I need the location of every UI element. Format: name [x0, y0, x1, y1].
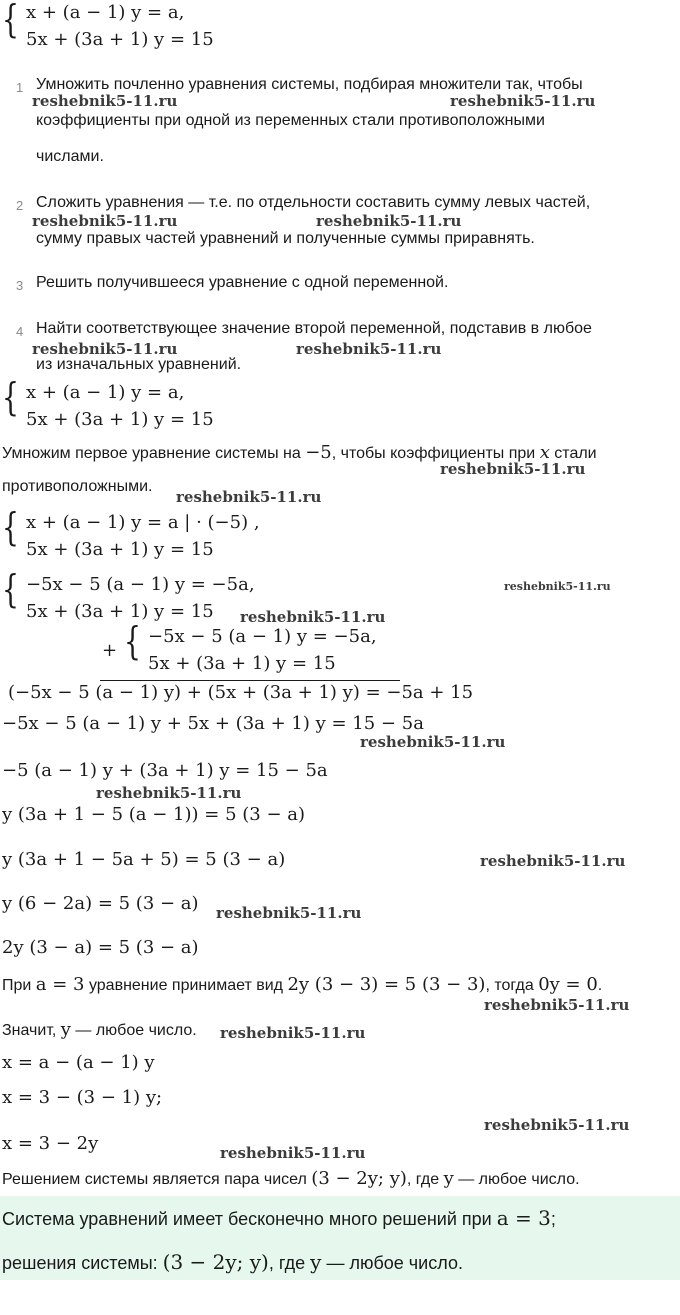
step-4-line-1: Найти соответствующее значение второй переменной, подставив в любое — [36, 320, 592, 337]
watermark: reshebnik5-11.ru — [484, 996, 630, 1014]
watermark: reshebnik5-11.ru — [484, 1116, 630, 1134]
watermark: reshebnik5-11.ru — [216, 904, 362, 922]
watermark: reshebnik5-11.ru — [220, 1144, 366, 1162]
step-1-line-1: Умножить почленно уравнения системы, подбирая множители так, чтобы — [36, 76, 583, 93]
answer-line-1: Система уравнений имеет бесконечно много решений при a = 3; — [2, 1206, 556, 1230]
system-brace: { — [2, 567, 19, 611]
watermark: reshebnik5-11.ru — [504, 580, 611, 593]
watermark: reshebnik5-11.ru — [360, 733, 506, 751]
system-eq2: 5x + (3a + 1) y = 15 — [26, 409, 214, 430]
system-new-eq1: −5x − 5 (a − 1) y = −5a, — [26, 574, 255, 595]
x-line: x = a − (a − 1) y — [2, 1052, 155, 1073]
derivation-line: y (3a + 1 − 5 (a − 1)) = 5 (3 − a) — [2, 804, 306, 825]
x-line: x = 3 − (3 − 1) y; — [2, 1087, 163, 1108]
answer-box — [0, 1196, 680, 1280]
watermark: reshebnik5-11.ru — [32, 340, 178, 358]
any-number-text: Значит, y — любое число. — [2, 1019, 197, 1040]
system-brace: { — [2, 0, 19, 41]
system-new-eq2: 5x + (3a + 1) y = 15 — [26, 601, 214, 622]
step-1-line-3: числами. — [36, 148, 104, 165]
derivation-line: −5 (a − 1) y + (3a + 1) y = 15 − 5a — [2, 760, 328, 781]
derivation-line: y (3a + 1 − 5a + 5) = 5 (3 − a) — [2, 849, 286, 870]
step-2-line-1: Сложить уравнения — т.е. по отдельности составить сумму левых частей, — [36, 194, 591, 211]
plus-sign: + — [102, 640, 118, 661]
step-4-line-2: из изначальных уравнений. — [36, 356, 242, 373]
system-eq1: x + (a − 1) y = a, — [26, 2, 185, 23]
derivation-line: −5x − 5 (a − 1) y + 5x + (3a + 1) y = 15 − 5a — [2, 713, 424, 734]
watermark: reshebnik5-11.ru — [220, 1024, 366, 1042]
derivation-line: (−5x − 5 (a − 1) y) + (5x + (3a + 1) y) = −5a + 15 — [8, 682, 474, 703]
watermark: reshebnik5-11.ru — [440, 460, 586, 478]
step-3-line-1: Решить получившееся уравнение с одной переменной. — [36, 274, 449, 291]
step-number: 4 — [16, 324, 24, 339]
multiply-text: Умножим первое уравнение системы на −5, чтобы коэффициенты при x стали — [2, 442, 597, 463]
step-2-line-2: сумму правых частей уравнений и полученные суммы приравнять. — [36, 230, 535, 247]
watermark: reshebnik5-11.ru — [176, 488, 322, 506]
multiply-text-line-2: противоположными. — [2, 478, 153, 495]
watermark: reshebnik5-11.ru — [316, 212, 462, 230]
system-mult-eq2: 5x + (3a + 1) y = 15 — [26, 539, 214, 560]
x-line: x = 3 − 2y — [2, 1133, 99, 1154]
watermark: reshebnik5-11.ru — [450, 92, 596, 110]
step-number: 3 — [16, 278, 24, 293]
system-brace: { — [124, 619, 141, 663]
system-brace: { — [2, 505, 19, 549]
system-mult-eq1: x + (a − 1) y = a | · (−5) , — [26, 512, 260, 533]
sum-line — [100, 680, 400, 681]
watermark: reshebnik5-11.ru — [32, 92, 178, 110]
system-eq1: x + (a − 1) y = a, — [26, 382, 185, 403]
sum-eq2: 5x + (3a + 1) y = 15 — [148, 653, 336, 674]
watermark: reshebnik5-11.ru — [480, 852, 626, 870]
derivation-line: y (6 − 2a) = 5 (3 − a) — [2, 893, 199, 914]
solution-text: Решением системы является пара чисел (3 − 2y; y), где y — любое число. — [2, 1168, 580, 1189]
watermark: reshebnik5-11.ru — [32, 212, 178, 230]
sum-eq1: −5x − 5 (a − 1) y = −5a, — [148, 626, 377, 647]
system-eq2: 5x + (3a + 1) y = 15 — [26, 29, 214, 50]
answer-line-2: решения системы: (3 − 2y; y), где y — любое число. — [2, 1250, 463, 1274]
derivation-line: 2y (3 − a) = 5 (3 − a) — [2, 937, 199, 958]
system-brace: { — [2, 375, 19, 419]
step-number: 1 — [16, 80, 24, 95]
watermark: reshebnik5-11.ru — [96, 784, 242, 802]
watermark: reshebnik5-11.ru — [240, 608, 386, 626]
watermark: reshebnik5-11.ru — [296, 340, 442, 358]
step-1-line-2: коэффициенты при одной из переменных стали противоположными — [36, 112, 545, 129]
case-text: При a = 3 уравнение принимает вид 2y (3 − 3) = 5 (3 − 3), тогда 0y = 0. — [2, 974, 603, 995]
step-number: 2 — [16, 198, 24, 213]
